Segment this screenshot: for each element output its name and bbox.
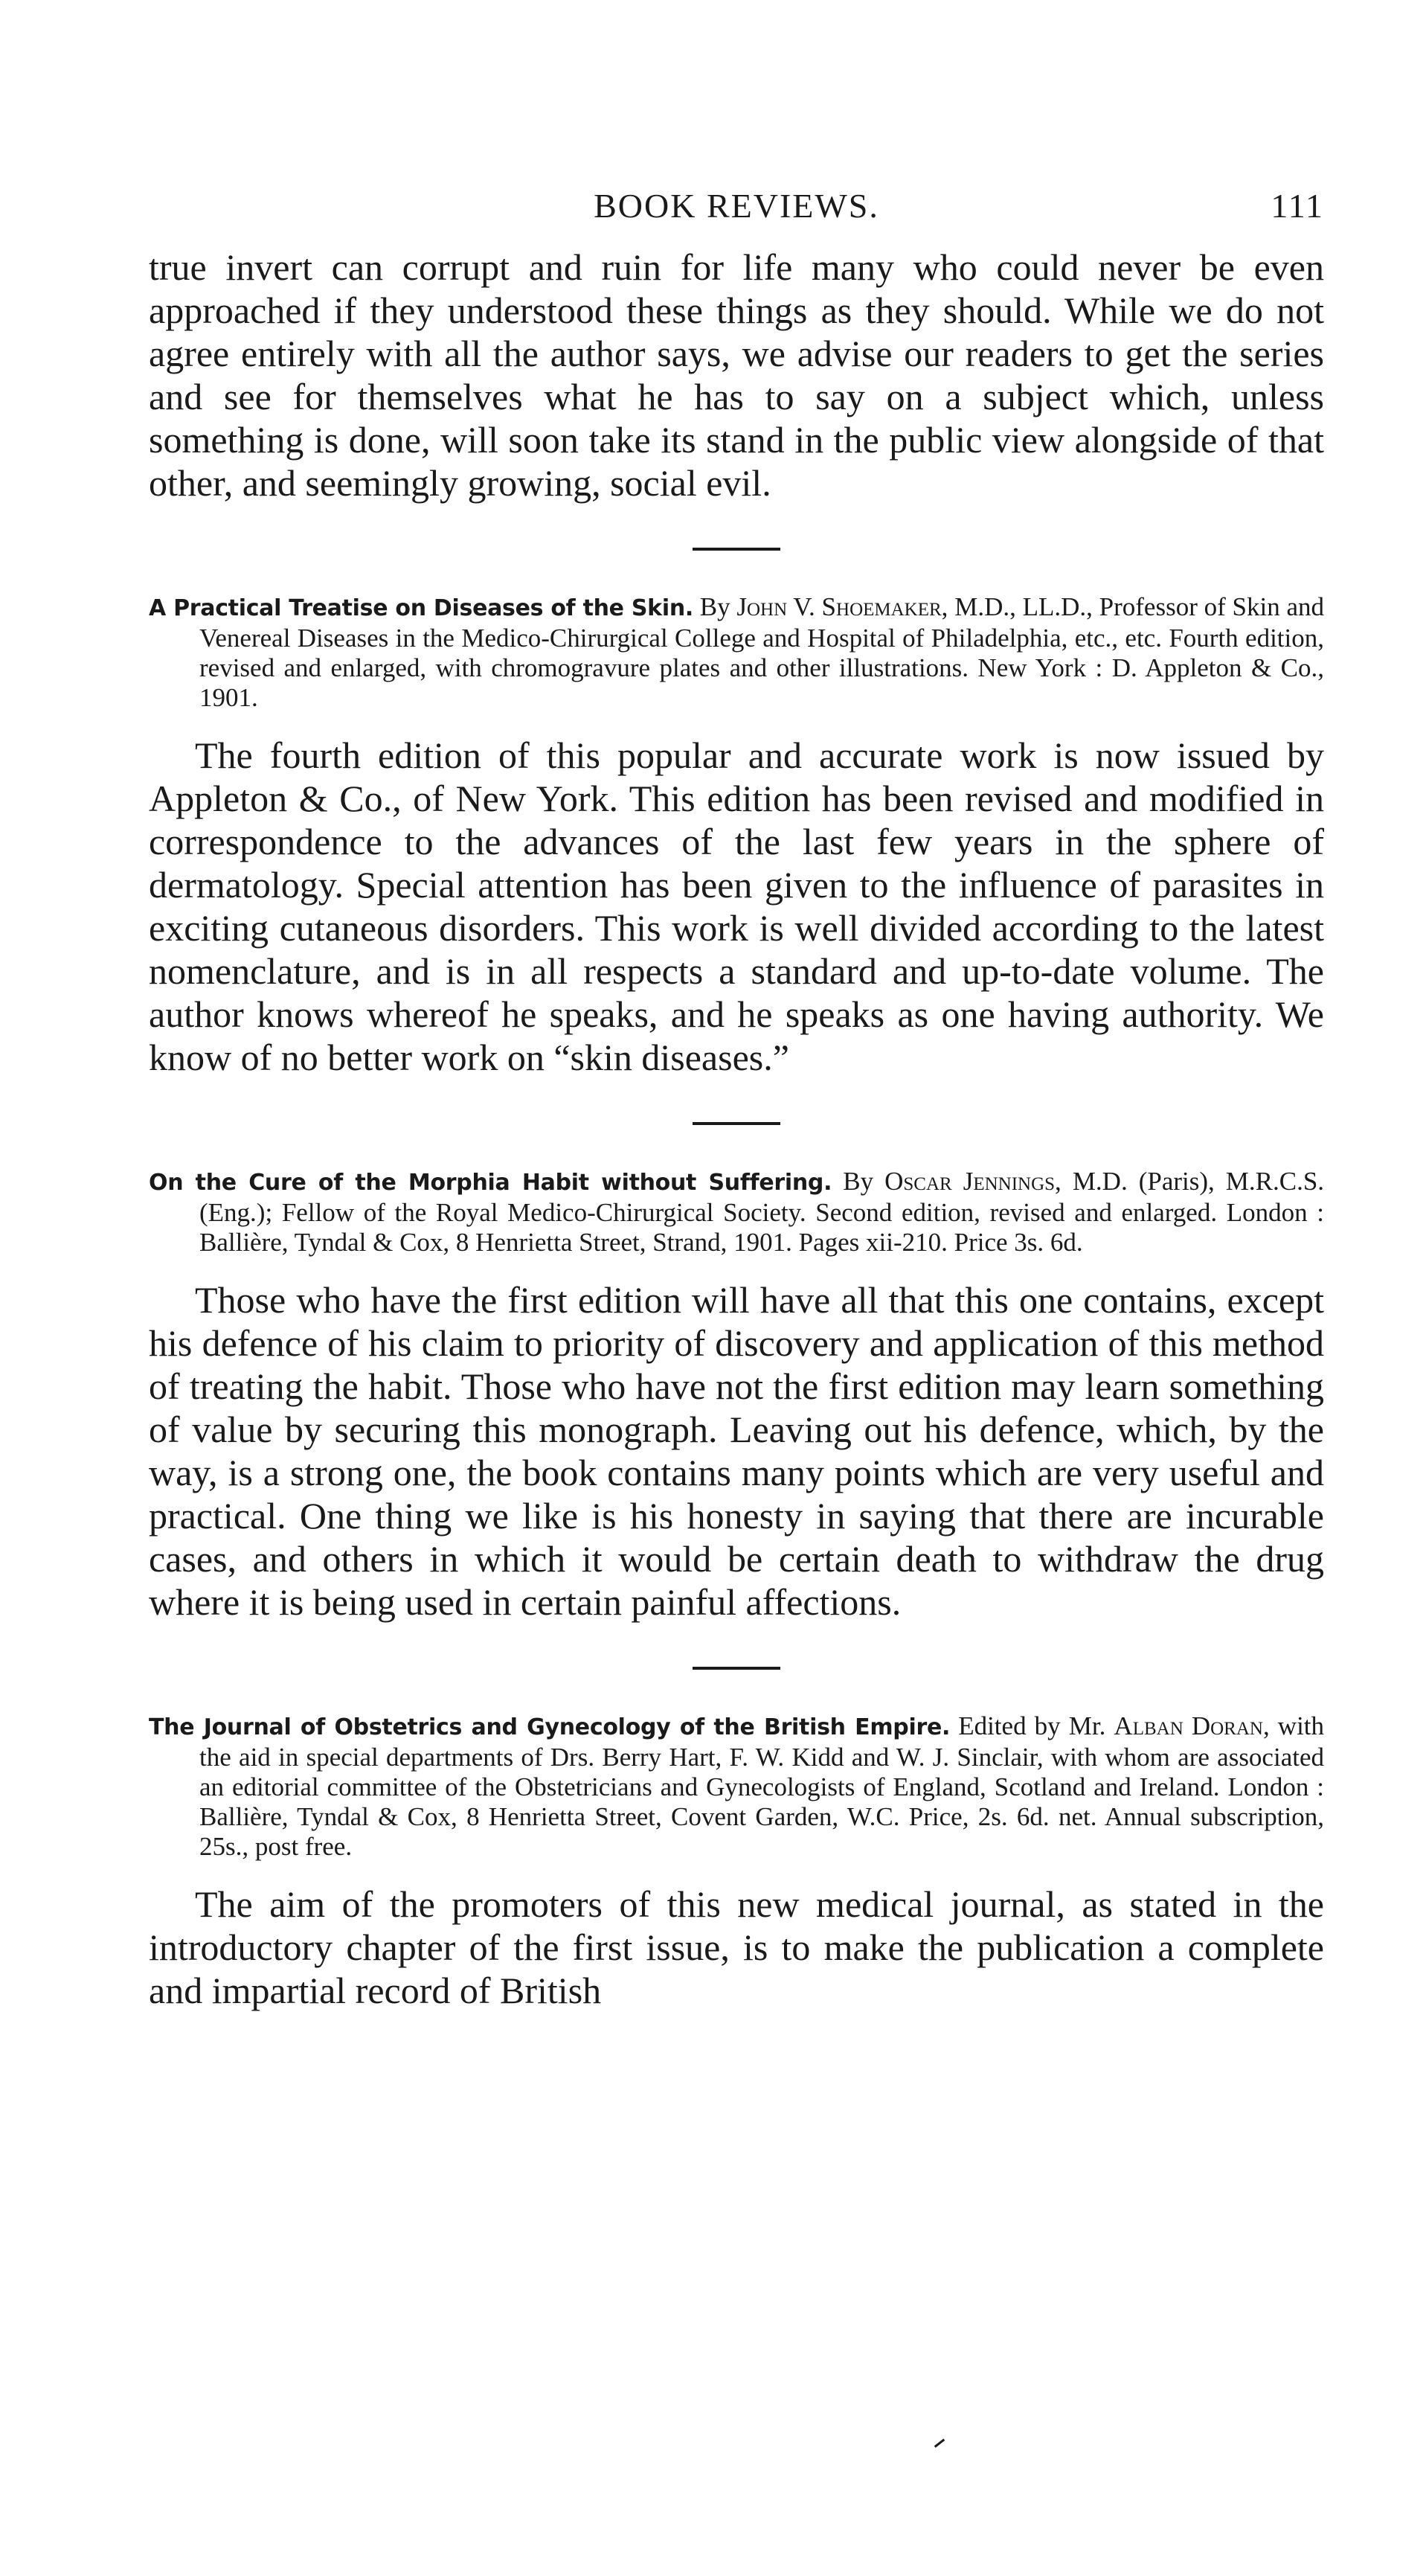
running-head	[149, 186, 1324, 246]
running-head-title: BOOK REVIEWS.	[594, 187, 879, 225]
review-citation	[149, 592, 1324, 713]
section-divider	[693, 1667, 780, 1670]
review-by: By	[699, 592, 730, 621]
review-by: Edited by Mr.	[958, 1711, 1106, 1740]
review-author: Alban Doran,	[1114, 1711, 1270, 1740]
review-by: By	[843, 1167, 874, 1196]
review-details: with the aid in special departments of Drs. Berry Hart, F. W. Kidd and W. J. Sinclair, with whom are associated an editorial committee of the Obstetricians and Gynecologists of England, Scotland and Ireland. London : Ballière, Tyndal & Cox, 8 Henrietta Street, Covent Garden, W.C. Price, 2s. 6d. net. Annual subscription, 25s., post free.	[199, 1711, 1325, 1861]
page	[149, 186, 1324, 2012]
intro-paragraph: true invert can corrupt and ruin for life many who could never be even approached if they understood these things as they should. While we do not agree entirely with all the author says, we advise our readers to get the series and see for themselves what he has to say on a subject which, unless something is done, will soon take its stand in the public view alongside of that other, and seemingly growing, social evil.	[149, 246, 1324, 504]
review-body: The fourth edition of this popular and accurate work is now issued by Appleton & Co., of New York. This edition has been revised and modified in correspondence to the advances of the last few years in the sphere of dermatology. Special attention has been given to the influence of parasites in exciting cutaneous disorders. This work is well divided according to the latest nomenclature, and is in all respects a standard and up-to-date volume. The author knows whereof he speaks, and he speaks as one having authority. We know of no better work on “skin diseases.”	[149, 734, 1324, 1078]
review-author: John V. Shoemaker,	[736, 592, 948, 621]
review-citation	[149, 1167, 1324, 1257]
review-body: Those who have the first edition will have all that this one contains, except his defence of his claim to priority of discovery and application of this method of treating the habit. Those who have not the first edition may learn something of value by securing this monograph. Leaving out his defence, which, by the way, is a strong one, the book contains many points which are very useful and practical. One thing we like is his honesty in saying that there are incurable cases, and others in which it would be certain death to withdraw the drug where it is being used in certain painful affections.	[149, 1279, 1324, 1623]
review-book-title: The Journal of Obstetrics and Gynecology of the British Empire.	[149, 1714, 951, 1740]
review-skin-diseases	[149, 592, 1324, 1079]
review-obstetrics-journal	[149, 1711, 1324, 2012]
review-book-title: On the Cure of the Morphia Habit without Suffering.	[149, 1170, 832, 1196]
section-divider	[693, 1122, 780, 1125]
page-number: 111	[1271, 187, 1324, 225]
section-divider	[693, 548, 780, 551]
review-details: M.D. (Paris), M.R.C.S. (Eng.); Fellow of the Royal Medico-Chirurgical Society. Second edition, revised and enlarged. London : Ballière, Tyndal & Cox, 8 Henrietta Street, Strand, 1901. Pages xii-210. Price 3s. 6d.	[199, 1167, 1325, 1257]
review-author: Oscar Jennings,	[884, 1167, 1062, 1196]
review-morphia-habit	[149, 1167, 1324, 1624]
review-body: The aim of the promoters of this new medical journal, as stated in the introductory chapter of the first issue, is to make the publication a complete and impartial record of British	[149, 1883, 1324, 2011]
review-details: M.D., LL.D., Professor of Skin and Venereal Diseases in the Medico-Chirurgical College and Hospital of Philadelphia, etc., etc. Fourth edition, revised and enlarged, with chromogravure plates and other illustrations. New York : D. Appleton & Co., 1901.	[199, 592, 1325, 712]
review-book-title: A Practical Treatise on Diseases of the Skin.	[149, 595, 693, 621]
review-citation	[149, 1711, 1324, 1862]
stray-print-mark	[934, 2438, 945, 2447]
